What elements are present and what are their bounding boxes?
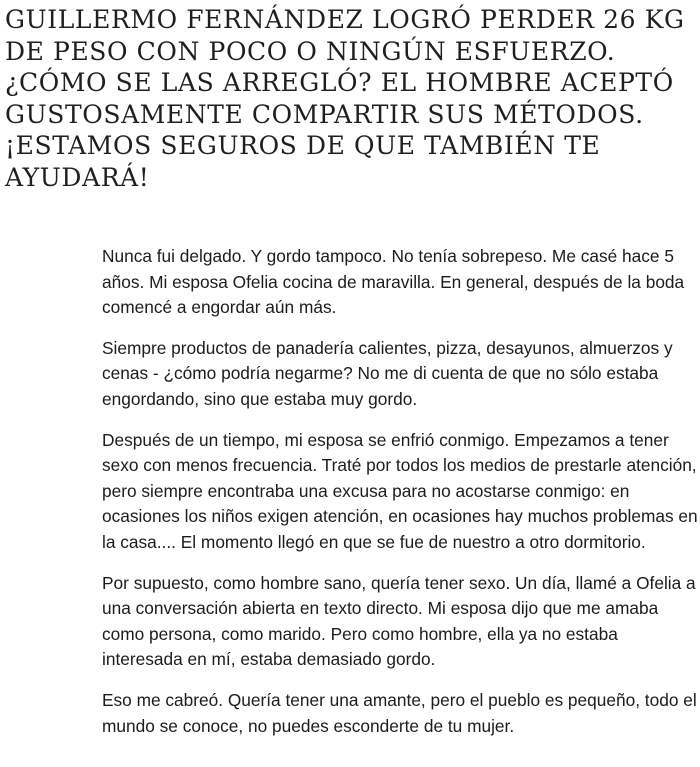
- article-paragraph: Siempre productos de panadería calientes, pizza, desayunos, almuerzos y cenas - ¿cómo podría negarme? No me di cuenta de que no sólo estaba engordando, sino que estaba muy gordo.: [102, 337, 673, 409]
- article-paragraph: Después de un tiempo, mi esposa se enfrió conmigo. Empezamos a tener sexo con menos frecuencia. Traté por todos los medios de prestarle atención, pero siempre encontraba una excusa para no acostarse conmigo: en ocasiones los niños exigen atención, en ocasiones hay muchos problemas en la casa.... El momento llegó en que se fue de nuestro a otro dormitorio.: [102, 429, 698, 552]
- article-paragraph: Eso me cabreó. Quería tener una amante, pero el pueblo es pequeño, todo el mundo se conoce, no puedes esconderte de tu mujer.: [102, 689, 697, 736]
- article-paragraph: Nunca fui delgado. Y gordo tampoco. No tenía sobrepeso. Me casé hace 5 años. Mi esposa Ofelia cocina de maravilla. En general, después de la boda comencé a engordar aún más.: [102, 246, 685, 318]
- article-headline: GUILLERMO FERNÁNDEZ LOGRÓ PERDER 26 KG DE PESO CON POCO O NINGÚN ESFUERZO. ¿CÓMO SE LAS ARREGLÓ? EL HOMBRE ACEPTÓ GUSTOSAMENTE COMPARTIR SUS MÉTODOS. ¡ESTAMOS SEGUROS DE QUE TAMBIÉN TE AYUDARÁ!: [5, 5, 685, 192]
- article-paragraph: Por supuesto, como hombre sano, quería tener sexo. Un día, llamé a Ofelia a una conversación abierta en texto directo. Mi esposa dijo que me amaba como persona, como marido. Pero como hombre, ella ya no estaba interesada en mí, estaba demasiado gordo.: [102, 572, 696, 670]
- article-body: [102, 244, 698, 754]
